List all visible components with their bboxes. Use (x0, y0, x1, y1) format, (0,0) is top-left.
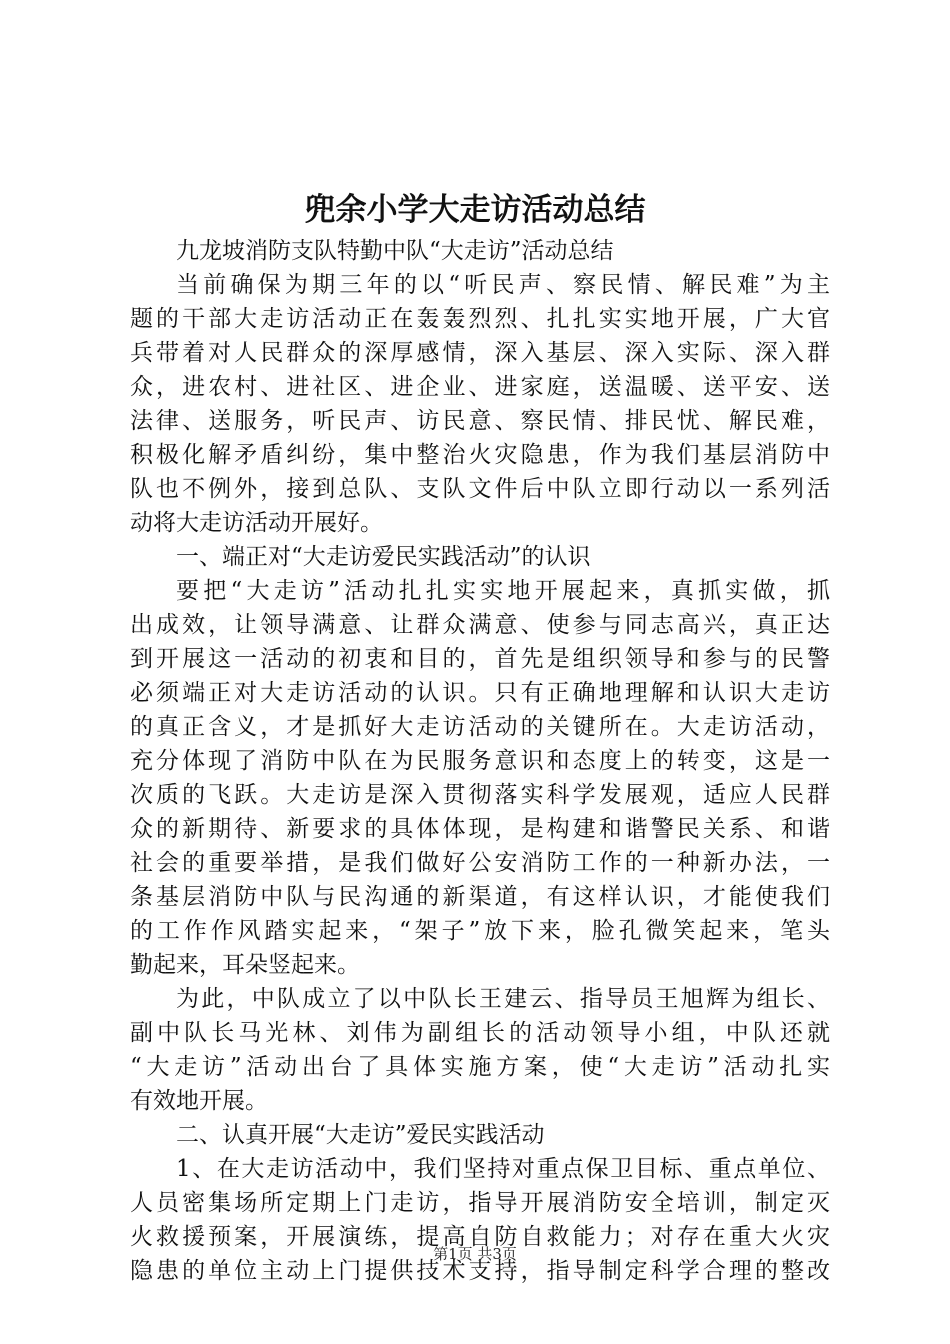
text-line: “大走访”活动出台了具体实施方案，使“大走访”活动扎实 (130, 1054, 830, 1080)
text-line: 次质的飞跃。大走访是深入贯彻落实科学发展观，适应人民群 (130, 782, 830, 808)
text-line: 1、在大走访活动中，我们坚持对重点保卫目标、重点单位、 (176, 1156, 830, 1182)
text-line: 动将大走访活动开展好。 (130, 510, 383, 536)
text-line: 众的新期待、新要求的具体体现，是构建和谐警民关系、和谐 (130, 816, 830, 842)
text-line: 社会的重要举措，是我们做好公安消防工作的一种新办法，一 (130, 850, 830, 876)
text-line: 有效地开展。 (130, 1088, 268, 1114)
text-line: 法律、送服务，听民声、访民意、察民情、排民忧、解民难， (130, 408, 830, 434)
text-line: 的工作作风踏实起来，“架子”放下来，脸孔微笑起来，笔头 (130, 918, 830, 944)
text-line: 副中队长马光林、刘伟为副组长的活动领导小组，中队还就 (130, 1020, 830, 1046)
text-line: 题的干部大走访活动正在轰轰烈烈、扎扎实实地开展，广大官 (130, 306, 830, 332)
text-line: 的真正含义，才是抓好大走访活动的关键所在。大走访活动， (130, 714, 830, 740)
text-line: 积极化解矛盾纠纷，集中整治火灾隐患，作为我们基层消防中 (130, 442, 830, 468)
text-line: 要把“大走访”活动扎扎实实地开展起来，真抓实做，抓 (176, 578, 830, 604)
text-line: 火救援预案，开展演练，提高自防自救能力；对存在重大火灾 (130, 1224, 830, 1250)
text-line: 九龙坡消防支队特勤中队“大走访”活动总结 (176, 238, 614, 264)
text-line: 到开展这一活动的初衷和目的，首先是组织领导和参与的民警 (130, 646, 830, 672)
text-line: 为此，中队成立了以中队长王建云、指导员王旭辉为组长、 (176, 986, 830, 1012)
document-title: 兜余小学大走访活动总结 (304, 192, 646, 228)
text-line: 充分体现了消防中队在为民服务意识和态度上的转变，这是一 (130, 748, 830, 774)
text-line: 一、端正对“大走访爱民实践活动”的认识 (176, 544, 591, 570)
document-body (130, 234, 830, 1288)
text-line: 出成效，让领导满意、让群众满意、使参与同志高兴，真正达 (130, 612, 830, 638)
text-line: 条基层消防中队与民沟通的新渠道，有这样认识，才能使我们 (130, 884, 830, 910)
text-line: 勤起来，耳朵竖起来。 (130, 952, 360, 978)
text-line: 人员密集场所定期上门走访，指导开展消防安全培训，制定灭 (130, 1190, 830, 1216)
text-line: 众，进农村、进社区、进企业、进家庭，送温暖、送平安、送 (130, 374, 830, 400)
text-line: 兵带着对人民群众的深厚感情，深入基层、深入实际、深入群 (130, 340, 830, 366)
text-line: 当前确保为期三年的以“听民声、察民情、解民难”为主 (176, 272, 830, 298)
text-line: 队也不例外，接到总队、支队文件后中队立即行动以一系列活 (130, 476, 830, 502)
text-line: 隐患的单位主动上门提供技术支持，指导制定科学合理的整改 (130, 1258, 830, 1284)
text-line: 必须端正对大走访活动的认识。只有正确地理解和认识大走访 (130, 680, 830, 706)
text-line: 二、认真开展“大走访”爱民实践活动 (176, 1122, 545, 1148)
page-footer: 第1页 共3页 (433, 1245, 517, 1263)
